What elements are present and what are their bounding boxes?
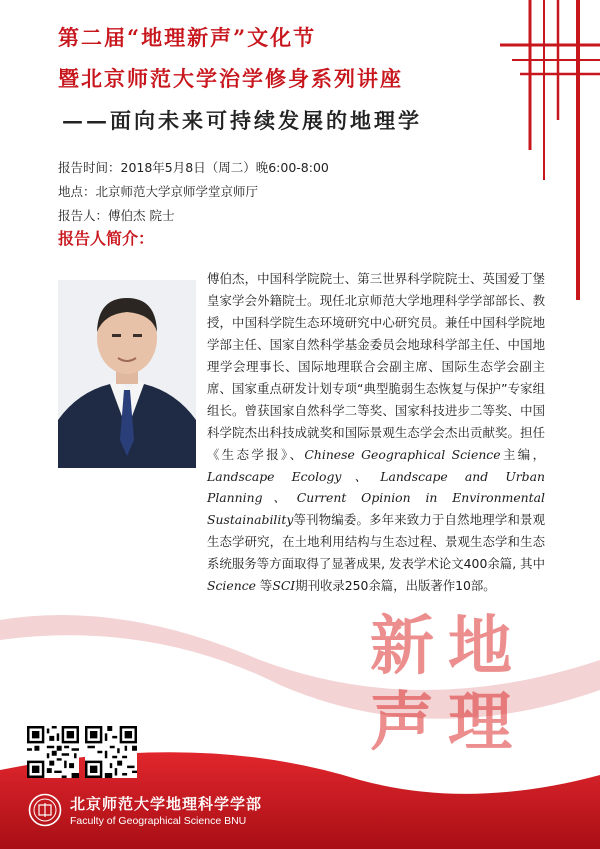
bio-sci: SCI bbox=[272, 578, 296, 594]
qr-code-icon bbox=[85, 726, 137, 778]
event-place: 地点：北京师范大学京师学堂京师厅 bbox=[58, 184, 259, 199]
bio-text-2: 主编， bbox=[500, 446, 545, 462]
title-line-1: 第二届“地理新声”文化节 bbox=[58, 25, 317, 50]
bio-text-3: 等刊物编委。多年来致力于自然地理学和景观生态学研究，在土地利用结构与生态过程、景观生态学和生态系统服务等方面取得了显著成果, 发表学术论文400余篇, 其中 bbox=[207, 512, 545, 572]
faculty-name-cn: 北京师范大学地理科学学部 bbox=[70, 795, 263, 813]
lecture-title: ——面向未来可持续发展的地理学 bbox=[62, 108, 422, 133]
bio-science: Science bbox=[207, 578, 256, 594]
intro-heading: 报告人简介： bbox=[58, 229, 155, 248]
bio-journals-2: Landscape Ecology、Landscape and Urban Planning、Current Opinion in Environmental Sustainability bbox=[207, 468, 545, 528]
title-line-2: 暨北京师范大学治学修身系列讲座 bbox=[58, 66, 403, 91]
university-logo-icon bbox=[28, 793, 62, 827]
seal-char-2: 地 bbox=[448, 609, 512, 684]
seal-char-4: 理 bbox=[448, 685, 512, 760]
bio-text-4: 等 bbox=[255, 578, 273, 594]
seal-char-3: 声 bbox=[370, 685, 434, 760]
bio-text-5: 期刊收录250余篇，出版著作10部。 bbox=[295, 578, 496, 594]
decorative-lines bbox=[500, 0, 600, 300]
bio-journal-1: Chinese Geographical Science bbox=[304, 446, 501, 462]
seal-char-1: 新 bbox=[370, 609, 434, 684]
bio-text-1: 傅伯杰，中国科学院院士、第三世界科学院院士、英国爱丁堡皇家学会外籍院士。现任北京师范大学地理科学学部部长、教授，中国科学院生态环境研究中心研究员。兼任中国科学院地学部主任、国家自然科学基金委员会地球科学部主任、中国地理学会理事长、国际地理联合会副主席、国际生态学会副主席、国家重点研发计划专项“典型脆弱生态恢复与保护”专家组组长。曾获国家自然科学二等奖、国家科技进步二等奖、中国科学院杰出科技成就奖和国际景观生态学会杰出贡献奖。担任《生态学报》、 bbox=[207, 271, 545, 462]
speaker-portrait bbox=[58, 280, 196, 468]
speaker-bio bbox=[207, 268, 545, 597]
event-speaker: 报告人：傅伯杰 院士 bbox=[58, 208, 175, 223]
seal-stamp bbox=[370, 609, 530, 775]
faculty-name-en: Faculty of Geographical Science BNU bbox=[70, 815, 247, 827]
event-time: 报告时间：2018年5月8日（周二）晚6:00-8:00 bbox=[58, 160, 329, 175]
qr-code-icon bbox=[27, 726, 79, 778]
